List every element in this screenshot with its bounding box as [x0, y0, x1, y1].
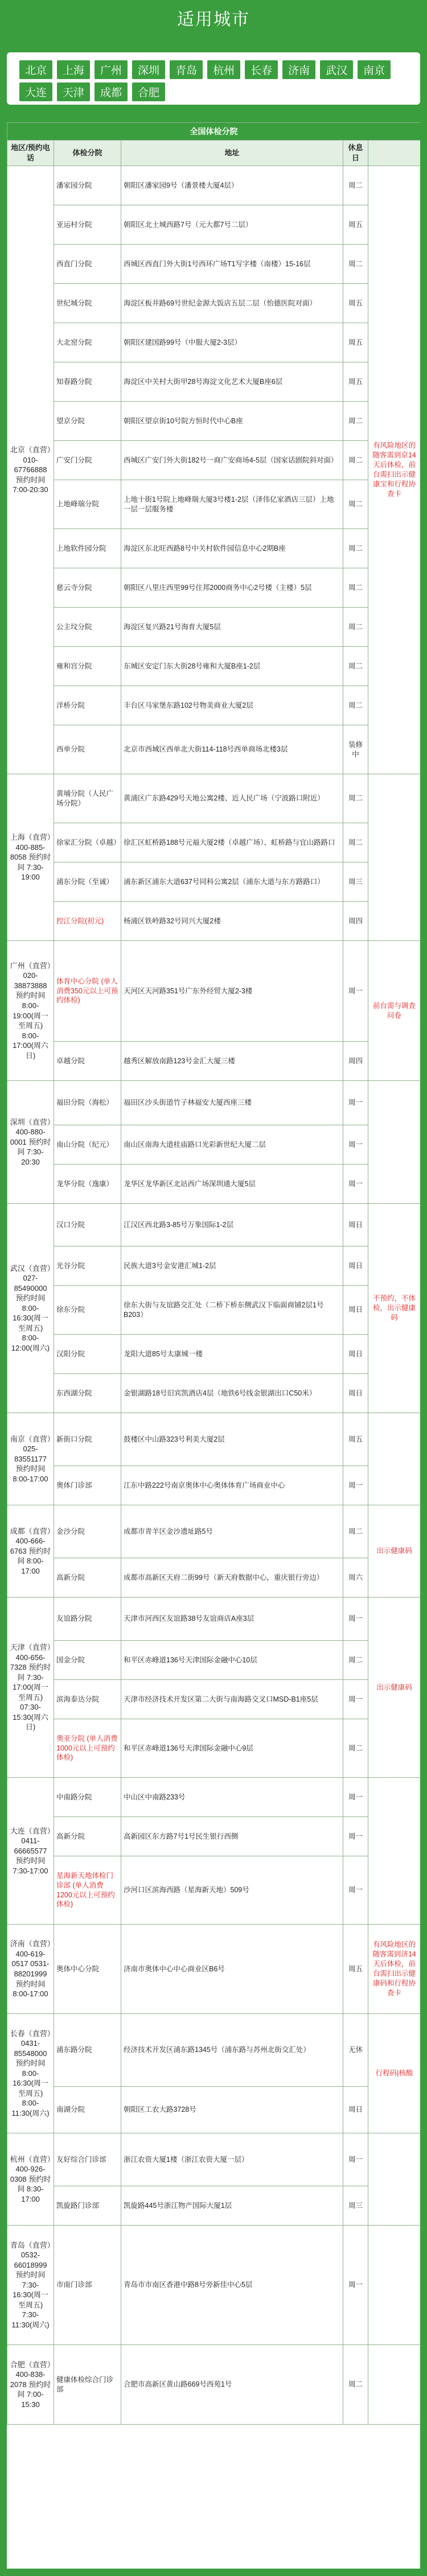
- address-cell: 徐汇区虹桥路188号元福大厦2楼（卓越广场）、虹桥路与宜山路路口: [121, 823, 343, 862]
- rest-day-cell: 周日: [343, 1286, 368, 1335]
- rest-day-cell: 无休: [343, 2014, 368, 2087]
- region-phone-cell: 深圳（直营）400-880-0001 预约时间 7:30-20:30: [7, 1081, 54, 1204]
- page-title: 适用城市: [177, 10, 250, 29]
- region-phone-cell: 北京（直营）010-67766888 预约时间 7:00-20:30: [7, 166, 54, 774]
- branch-name-cell: 汉阳分院: [54, 1335, 121, 1374]
- address-cell: 民族大道3号金安港汇城1-2层: [121, 1246, 343, 1286]
- rest-day-cell: 周五: [343, 1413, 368, 1466]
- branch-name-cell: 潘家园分院: [54, 166, 121, 205]
- rest-day-cell: 周二: [343, 823, 368, 862]
- region-phone-cell: 广州（直营）020-38873888 预约时间 8:00-19:00(周一至周五) 8:00-17:00(周六日): [7, 941, 54, 1081]
- rest-day-cell: 周二: [343, 480, 368, 529]
- address-cell: 鼓楼区中山路323号利美大厦2层: [121, 1413, 343, 1466]
- branch-name-cell: 西直门分院: [54, 245, 121, 284]
- branch-name-cell: 东西湖分院: [54, 1374, 121, 1413]
- table-row: [7, 1165, 421, 1204]
- rest-day-cell: 周一: [343, 1856, 368, 1925]
- branch-name-cell: 洋桥分院: [54, 686, 121, 725]
- region-phone-cell: 上海（直营）400-885-8058 预约时间 7:30-19:00: [7, 774, 54, 941]
- rest-day-cell: 周五: [343, 362, 368, 402]
- address-cell: 西城区广安门外大街182号一商广安商场4-5层（国家话剧院斜对面）: [121, 441, 343, 480]
- branch-name-cell: 中南路分院: [54, 1778, 121, 1817]
- note-cell: [368, 1778, 421, 1925]
- rest-day-cell: 周二: [343, 2345, 368, 2425]
- address-cell: 龙阳大道85号太康城一楼: [121, 1335, 343, 1374]
- city-tag[interactable]: 上海: [57, 60, 90, 79]
- rest-day-cell: 周二: [343, 245, 368, 284]
- branch-name-cell: 南湖分院: [54, 2087, 121, 2133]
- address-cell: 海淀区复兴路21号海育大厦5层: [121, 608, 343, 647]
- table-header-row: [7, 141, 421, 166]
- address-cell: 凯旋路445号浙江物产国际大厦1层: [121, 2186, 343, 2226]
- table-row: [7, 2014, 421, 2087]
- city-tag-panel: [7, 52, 420, 105]
- rest-day-cell: 周五: [343, 205, 368, 245]
- note-cell: 出示健康码: [368, 1505, 421, 1597]
- rest-day-cell: 周二: [343, 1505, 368, 1558]
- address-cell: 江汉区西北路3-85号万象国际1-2层: [121, 1204, 343, 1246]
- address-cell: 浦东新区浦东大道637号同科公寓2层（浦东大道与东方路路口）: [121, 862, 343, 902]
- branch-name-cell: 滨海泰达分院: [54, 1680, 121, 1719]
- city-tag[interactable]: 大连: [19, 82, 52, 101]
- address-cell: 沙河口区滨海西路（星海新天地）509号: [121, 1856, 343, 1925]
- branch-name-cell: 黄埔分院（人民广场分院）: [54, 774, 121, 823]
- branch-name-cell: 奥体中心分院: [54, 1925, 121, 2014]
- address-cell: 天津市河西区友谊路38号友谊商店A座3层: [121, 1597, 343, 1641]
- rest-day-cell: 周三: [343, 862, 368, 902]
- branch-name-cell: 南山分院（纪元）: [54, 1125, 121, 1165]
- rest-day-cell: 周五: [343, 284, 368, 323]
- address-cell: 江东中路222号南京奥体中心奥体体育广场商业中心: [121, 1466, 343, 1505]
- branch-name-cell: 卓越分院: [54, 1042, 121, 1081]
- table-row: [7, 1374, 421, 1413]
- rest-day-cell: 周二: [343, 529, 368, 568]
- table-title-row: [7, 123, 421, 141]
- branch-name-cell: 世纪城分院: [54, 284, 121, 323]
- city-tag[interactable]: 北京: [19, 60, 52, 79]
- region-phone-cell: 武汉（直营）027-85490000 预约时间 8:00-16:30(周一至周五) 8:00-12:00(周六): [7, 1204, 54, 1413]
- region-phone-cell: 长春（直营）0431-85548000 预约时间 8:00-16:30(周一至周五) 8:00-11:30(周六): [7, 2014, 54, 2133]
- rest-day-cell: 周五: [343, 1925, 368, 2014]
- branch-name-cell: 国金分院: [54, 1641, 121, 1680]
- address-cell: 东城区安定门东大街28号雍和大厦B座1-2层: [121, 647, 343, 686]
- address-cell: 合肥市高新区黄山路669号西苑1号: [121, 2345, 343, 2425]
- rest-day-cell: 周二: [343, 441, 368, 480]
- note-cell: 前台需与调查问卷: [368, 941, 421, 1081]
- rest-day-cell: 装修中: [343, 725, 368, 774]
- rest-day-cell: 周一: [343, 1081, 368, 1125]
- table-row: [7, 823, 421, 862]
- branch-name-cell: 高新分院: [54, 1558, 121, 1597]
- table-row: [7, 647, 421, 686]
- address-cell: 丰台区马家堡东路102号物美商业大厦2层: [121, 686, 343, 725]
- region-phone-cell: 天津（直营）400-656-7328 预约时间 7:30-17:00(周一至周五) 07:30-15:30(周六日): [7, 1597, 54, 1778]
- rest-day-cell: 周一: [343, 1125, 368, 1165]
- table-row: [7, 1204, 421, 1246]
- note-cell: [368, 2226, 421, 2345]
- table-row: [7, 402, 421, 441]
- city-tag[interactable]: 广州: [95, 60, 128, 79]
- branch-name-cell: 光谷分院: [54, 1246, 121, 1286]
- city-tag[interactable]: 成都: [95, 82, 128, 101]
- table-row: [7, 480, 421, 529]
- table-row: [7, 1817, 421, 1856]
- branch-name-cell: 高新分院: [54, 1817, 121, 1856]
- table-row: [7, 1246, 421, 1286]
- rest-day-cell: 周日: [343, 1204, 368, 1246]
- table-row: [7, 2087, 421, 2133]
- branch-name-cell: 福田分院（海松）: [54, 1081, 121, 1125]
- city-tag[interactable]: 合肥: [132, 82, 165, 101]
- table-row: [7, 166, 421, 205]
- address-cell: 和平区赤峰道136号天津国际金融中心9层: [121, 1719, 343, 1778]
- rest-day-cell: 周四: [343, 902, 368, 941]
- branch-name-cell: 徐家汇分院（卓越）: [54, 823, 121, 862]
- address-cell: 上地十街1号院上地峰瑞大厦3号楼1-2层（泽伟亿家酒店三层）上地一层一层服务楼: [121, 480, 343, 529]
- city-tag-list: [19, 60, 408, 101]
- page-header: [0, 0, 427, 40]
- rest-day-cell: 周二: [343, 1719, 368, 1778]
- header-rest: 休息日: [343, 141, 368, 166]
- note-cell: 不预约，不体检，出示健康码: [368, 1204, 421, 1413]
- rest-day-cell: 周二: [343, 1641, 368, 1680]
- table-row: [7, 2345, 421, 2425]
- rest-day-cell: 周一: [343, 1466, 368, 1505]
- rest-day-cell: 周二: [343, 608, 368, 647]
- header-address: 地址: [121, 141, 343, 166]
- address-cell: 朝阳区工农大路3728号: [121, 2087, 343, 2133]
- branch-name-cell: 友谊路分院: [54, 1597, 121, 1641]
- address-cell: 北京市西城区西单北大街114-118号西单商场北楼3层: [121, 725, 343, 774]
- note-cell: [368, 2133, 421, 2226]
- header-branch: 体检分院: [54, 141, 121, 166]
- address-cell: 天津市经济技术开发区第二大街与南海路交叉口MSD-B1座5层: [121, 1680, 343, 1719]
- rest-day-cell: 周日: [343, 2087, 368, 2133]
- rest-day-cell: 周二: [343, 774, 368, 823]
- branch-name-cell: 徐东分院: [54, 1286, 121, 1335]
- rest-day-cell: 周二: [343, 166, 368, 205]
- table-row: [7, 1466, 421, 1505]
- table-row: [7, 1641, 421, 1680]
- table-row: [7, 529, 421, 568]
- rest-day-cell: 周三: [343, 2186, 368, 2226]
- table-row: [7, 1286, 421, 1335]
- address-cell: 海淀区东北旺西路8号中关村软件园信息中心2期B座: [121, 529, 343, 568]
- address-cell: 成都市青羊区金沙遗址路5号: [121, 1505, 343, 1558]
- address-cell: 黄浦区广东路429号天地公寓2楼、近人民广场（宁波路口附近）: [121, 774, 343, 823]
- rest-day-cell: 周日: [343, 1335, 368, 1374]
- table-row: [7, 323, 421, 362]
- address-cell: 天河区天河路351号广东外经贸大厦2-3楼: [121, 941, 343, 1042]
- note-cell: 有风险地区的随客需到京14天后体检，前台需扫出示健康宝和行程协查卡: [368, 166, 421, 774]
- rest-day-cell: 周二: [343, 686, 368, 725]
- rest-day-cell: 周五: [343, 323, 368, 362]
- note-cell: 有风险地区的随客需到济14天后体检，前台需扫出示健康码和行程协查卡: [368, 1925, 421, 2014]
- address-cell: 龙华区龙华新区北站西广场深圳通大厦5层: [121, 1165, 343, 1204]
- table-row: [7, 941, 421, 1042]
- branch-name-cell: 凯旋路门诊部: [54, 2186, 121, 2226]
- note-cell: [368, 1413, 421, 1505]
- rest-day-cell: 周一: [343, 1680, 368, 1719]
- address-cell: 朝阳区八里庄西里99号住邦2000商务中心2号楼（主楼）5层: [121, 568, 343, 608]
- table-row: [7, 2186, 421, 2226]
- rest-day-cell: 周一: [343, 2133, 368, 2186]
- rest-day-cell: 周六: [343, 1558, 368, 1597]
- rest-day-cell: 周一: [343, 1165, 368, 1204]
- table-row: [7, 1081, 421, 1125]
- address-cell: 越秀区解放南路123号金汇大厦三楼: [121, 1042, 343, 1081]
- address-cell: 金银湖路18号旧宾凯酒店4层（地铁6号线金银湖出口C50米）: [121, 1374, 343, 1413]
- city-tag[interactable]: 武汉: [320, 60, 353, 79]
- address-cell: 南山区南海大道桂庙路口光彩新世纪大厦二层: [121, 1125, 343, 1165]
- rest-day-cell: 周二: [343, 402, 368, 441]
- note-cell: [368, 774, 421, 941]
- rest-day-cell: 周二: [343, 568, 368, 608]
- branch-table: [7, 122, 420, 2425]
- table-row: [7, 1125, 421, 1165]
- branch-name-cell: 慈云寺分院: [54, 568, 121, 608]
- branch-name-cell: 上地峰瑞分院: [54, 480, 121, 529]
- region-phone-cell: 大连（直营）0411-66665577 预约时间 7:30-17:00: [7, 1778, 54, 1925]
- branch-name-cell: 公主坟分院: [54, 608, 121, 647]
- branch-name-cell: 市南门诊部: [54, 2226, 121, 2345]
- branch-name-cell: 友好综合门诊部: [54, 2133, 121, 2186]
- address-cell: 朝阳区潘家园9号（潘景楼大厦4层）: [121, 166, 343, 205]
- rest-day-cell: 周日: [343, 1374, 368, 1413]
- branch-name-cell: 奥体门诊部: [54, 1466, 121, 1505]
- note-cell: 出示健康码: [368, 1597, 421, 1778]
- table-row: [7, 205, 421, 245]
- city-tag[interactable]: 长春: [245, 60, 278, 79]
- rest-day-cell: 周一: [343, 1597, 368, 1641]
- note-cell: [368, 2345, 421, 2425]
- region-phone-cell: 杭州（直营）400-926-0308 预约时间 8:30-17:00: [7, 2133, 54, 2226]
- city-tag[interactable]: 南京: [358, 60, 391, 79]
- branch-name-cell: 广安门分院: [54, 441, 121, 480]
- address-cell: 经济技术开发区浦东路1345号（浦东路与苏州北街交汇处）: [121, 2014, 343, 2087]
- table-row: [7, 441, 421, 480]
- region-phone-cell: 南京（直营）025-83551177 预约时间 8:00-17:00: [7, 1413, 54, 1505]
- city-tag[interactable]: 青岛: [170, 60, 203, 79]
- branch-name-cell: 健康体检综合门诊部: [54, 2345, 121, 2425]
- table-row: [7, 1558, 421, 1597]
- address-cell: 高新园区东方路7号1号民生银行西侧: [121, 1817, 343, 1856]
- address-cell: 中山区中南路233号: [121, 1778, 343, 1817]
- rest-day-cell: 周日: [343, 1246, 368, 1286]
- branch-name-cell: 金沙分院: [54, 1505, 121, 1558]
- address-cell: 徐东大街与友谊路交汇处（二桥下桥东侧武汉下临面商铺2层1号B203）: [121, 1286, 343, 1335]
- city-tag[interactable]: 天津: [57, 82, 90, 101]
- table-row: [7, 1042, 421, 1081]
- city-tag[interactable]: 济南: [282, 60, 315, 79]
- address-cell: 朝阳区建国路99号（中服大厦2-3层）: [121, 323, 343, 362]
- table-row: [7, 1413, 421, 1466]
- branch-name-cell: 控江分院(初元): [54, 902, 121, 941]
- table-row: [7, 774, 421, 823]
- branch-name-cell: 奥亚分院 (单人消费1000元以上可预约体检): [54, 1719, 121, 1778]
- branch-name-cell: 体育中心分院 (单人消费350元以上可预约体检): [54, 941, 121, 1042]
- address-cell: 朝阳区北土城西路7号（元大都7号二层）: [121, 205, 343, 245]
- address-cell: 朝阳区望京街10号院方恒时代中心B座: [121, 402, 343, 441]
- table-row: [7, 725, 421, 774]
- header-note: [368, 141, 421, 166]
- table-row: [7, 686, 421, 725]
- note-cell: [368, 1081, 421, 1204]
- branch-name-cell: 亚运村分院: [54, 205, 121, 245]
- address-cell: 海淀区中关村大街甲28号海淀文化艺术大厦B座6层: [121, 362, 343, 402]
- note-cell: 行程码|核酸: [368, 2014, 421, 2133]
- region-phone-cell: 合肥（直营）400-838-2078 预约时间 7:00-15:30: [7, 2345, 54, 2425]
- branch-table-container: [7, 122, 420, 2569]
- branch-name-cell: 星海新天地体检门诊部 (单人消费1200元以上可预约体检): [54, 1856, 121, 1925]
- branch-name-cell: 新街口分院: [54, 1413, 121, 1466]
- branch-name-cell: 大北窑分院: [54, 323, 121, 362]
- table-row: [7, 362, 421, 402]
- rest-day-cell: 周四: [343, 1042, 368, 1081]
- rest-day-cell: 周二: [343, 647, 368, 686]
- table-title: 全国体检分院: [7, 123, 421, 141]
- branch-name-cell: 龙华分院（逸康）: [54, 1165, 121, 1204]
- rest-day-cell: 周一: [343, 2226, 368, 2345]
- rest-day-cell: 周一: [343, 1817, 368, 1856]
- table-row: [7, 284, 421, 323]
- table-row: [7, 1925, 421, 2014]
- table-row: [7, 2133, 421, 2186]
- table-row: [7, 1505, 421, 1558]
- header-region: 地区/预约电话: [7, 141, 54, 166]
- city-tag[interactable]: 深圳: [132, 60, 165, 79]
- table-row: [7, 1335, 421, 1374]
- address-cell: 和平区赤峰道136号天津国际金融中心10层: [121, 1641, 343, 1680]
- address-cell: 青岛市市南区香港中路8号旁新佳中心5层: [121, 2226, 343, 2345]
- address-cell: 福田区沙头街道竹子林福安大厦西座三楼: [121, 1081, 343, 1125]
- table-row: [7, 1856, 421, 1925]
- table-row: [7, 1680, 421, 1719]
- table-row: [7, 1719, 421, 1778]
- address-cell: 海淀区板井路69号世纪金源大饭店五层二层（怡德医院对面）: [121, 284, 343, 323]
- branch-name-cell: 汉口分院: [54, 1204, 121, 1246]
- table-row: [7, 1778, 421, 1817]
- address-cell: 成都市高新区天府二街99号（新天府数据中心，重庆银行旁边）: [121, 1558, 343, 1597]
- table-row: [7, 245, 421, 284]
- address-cell: 西城区西直门外大街1号西环广场T1写字楼（南楼）15-16层: [121, 245, 343, 284]
- table-row: [7, 1597, 421, 1641]
- rest-day-cell: 周一: [343, 941, 368, 1042]
- region-phone-cell: 青岛（直营）0532-66018999 预约时间 7:30-16:30(周一至周五) 7:30-11:30(周六): [7, 2226, 54, 2345]
- table-row: [7, 902, 421, 941]
- branch-name-cell: 望京分院: [54, 402, 121, 441]
- address-cell: 浙江农资大厦1楼（浙江农资大厦一层）: [121, 2133, 343, 2186]
- address-cell: 济南市奥体中心中心商业区B6号: [121, 1925, 343, 2014]
- region-phone-cell: 成都（直营）400-666-6763 预约时间 8:00-17:00: [7, 1505, 54, 1597]
- branch-name-cell: 浦东分院（至诚）: [54, 862, 121, 902]
- branch-name-cell: 上地软件园分院: [54, 529, 121, 568]
- table-row: [7, 568, 421, 608]
- branch-name-cell: 西单分院: [54, 725, 121, 774]
- rest-day-cell: 周一: [343, 1778, 368, 1817]
- branch-name-cell: 知春路分院: [54, 362, 121, 402]
- table-row: [7, 608, 421, 647]
- region-phone-cell: 济南（直营）400-619-0517 0531-88201999 预约时间 8:00-17:00: [7, 1925, 54, 2014]
- table-row: [7, 2226, 421, 2345]
- city-tag[interactable]: 杭州: [207, 60, 240, 79]
- branch-name-cell: 雍和宫分院: [54, 647, 121, 686]
- table-row: [7, 862, 421, 902]
- address-cell: 杨浦区铁岭路32号同兴大厦2楼: [121, 902, 343, 941]
- branch-name-cell: 浦东路分院: [54, 2014, 121, 2087]
